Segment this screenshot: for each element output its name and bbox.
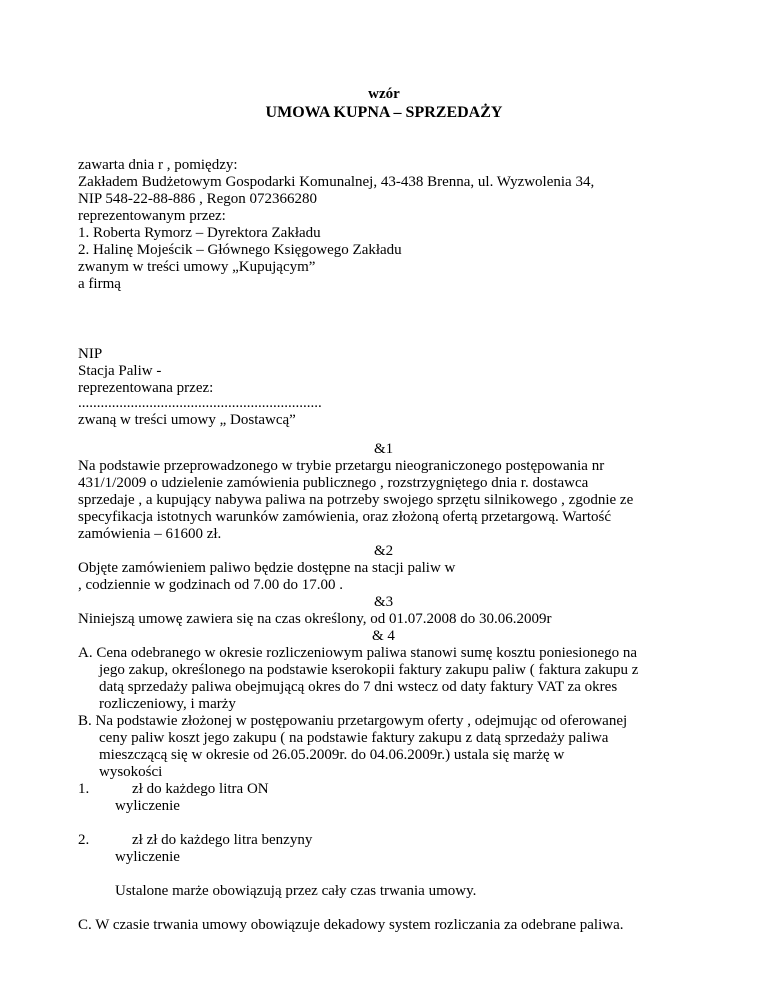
section-1-text: zamówienia – 61600 zł. (78, 526, 222, 542)
clause-a-text: datą sprzedaży paliwa obejmującą okres do 7 dni wstecz od daty faktury VAT za okres (99, 679, 618, 695)
section-1-text: 431/1/2009 o udzielenie zamówienia publicznego , rozstrzygniętego dnia r. dostawca (78, 475, 589, 491)
item-1-number: 1. (78, 781, 90, 797)
document-title: UMOWA KUPNA – SPRZEDAŻY (265, 104, 503, 121)
section-2-heading: &2 (374, 543, 394, 559)
section-1-text: specyfikacja istotnych warunków zamówienia, oraz złożoną ofertą przetargową. Wartość (78, 509, 612, 525)
clause-a-text: jego zakup, określonego na podstawie kserokopii faktury zakupu paliw ( faktura zakupu z (99, 662, 639, 678)
seller-nip: NIP (78, 346, 103, 362)
contract-date-line: zawarta dnia r , pomiędzy: (78, 157, 238, 173)
section-3-text: Niniejszą umowę zawiera się na czas określony, od 01.07.2008 do 30.06.2009r (78, 611, 552, 627)
seller-represented-by: reprezentowana przez: (78, 380, 214, 396)
clause-a-text: A. Cena odebranego w okresie rozliczeniowym paliwa stanowi sumę kosztu poniesionego na (78, 645, 638, 661)
clause-b-text: wysokości (99, 764, 163, 780)
clause-c-text: C. W czasie trwania umowy obowiązuje dekadowy system rozliczania za odebrane paliwa. (78, 917, 624, 933)
section-2-text: Objęte zamówieniem paliwo będzie dostępne na stacji paliw w (78, 560, 456, 576)
section-1-heading: &1 (374, 441, 394, 457)
template-label: wzór (368, 86, 400, 102)
buyer-nip-regon: NIP 548-22-88-886 , Regon 072366280 (78, 191, 318, 207)
buyer-representative-2: 2. Halinę Mojeścik – Głównego Księgowego Zakładu (78, 242, 402, 258)
section-4-heading: & 4 (372, 628, 395, 644)
clause-b-text: ceny paliw koszt jego zakupu ( na podstawie faktury zakupu z datą sprzedaży paliwa (99, 730, 609, 746)
item-2-text: zł zł do każdego litra benzyny (132, 832, 313, 848)
item-1-calculation: wyliczenie (115, 798, 180, 814)
item-2-number: 2. (78, 832, 90, 848)
seller-role: zwaną w treści umowy „ Dostawcą” (78, 412, 296, 428)
clause-b-text: B. Na podstawie złożonej w postępowaniu przetargowym oferty , odejmując od oferowanej (78, 713, 628, 729)
item-1-text: zł do każdego litra ON (132, 781, 269, 797)
item-2-calculation: wyliczenie (115, 849, 180, 865)
section-1-text: sprzedaje , a kupujący nabywa paliwa na potrzeby swojego sprzętu silnikowego , zgodnie ze (78, 492, 634, 508)
buyer-role: zwanym w treści umowy „Kupującym” (78, 259, 316, 275)
buyer-representative-1: 1. Roberta Rymorz – Dyrektora Zakładu (78, 225, 321, 241)
clause-a-text: rozliczeniowy, i marży (99, 696, 236, 712)
seller-representative-dots: ................................................................. (78, 395, 322, 411)
buyer-name-address: Zakładem Budżetowym Gospodarki Komunalnej, 43-438 Brenna, ul. Wyzwolenia 34, (78, 174, 595, 190)
buyer-represented-by: reprezentowanym przez: (78, 208, 226, 224)
section-2-text: , codziennie w godzinach od 7.00 do 17.00 . (78, 577, 343, 593)
and-company: a firmą (78, 276, 121, 292)
clause-b-text: mieszczącą się w okresie od 26.05.2009r. do 04.06.2009r.) ustala się marżę w (99, 747, 565, 763)
margin-note: Ustalone marże obowiązują przez cały czas trwania umowy. (115, 883, 477, 899)
section-3-heading: &3 (374, 594, 394, 610)
seller-station: Stacja Paliw - (78, 363, 162, 379)
section-1-text: Na podstawie przeprowadzonego w trybie przetargu nieograniczonego postępowania nr (78, 458, 605, 474)
